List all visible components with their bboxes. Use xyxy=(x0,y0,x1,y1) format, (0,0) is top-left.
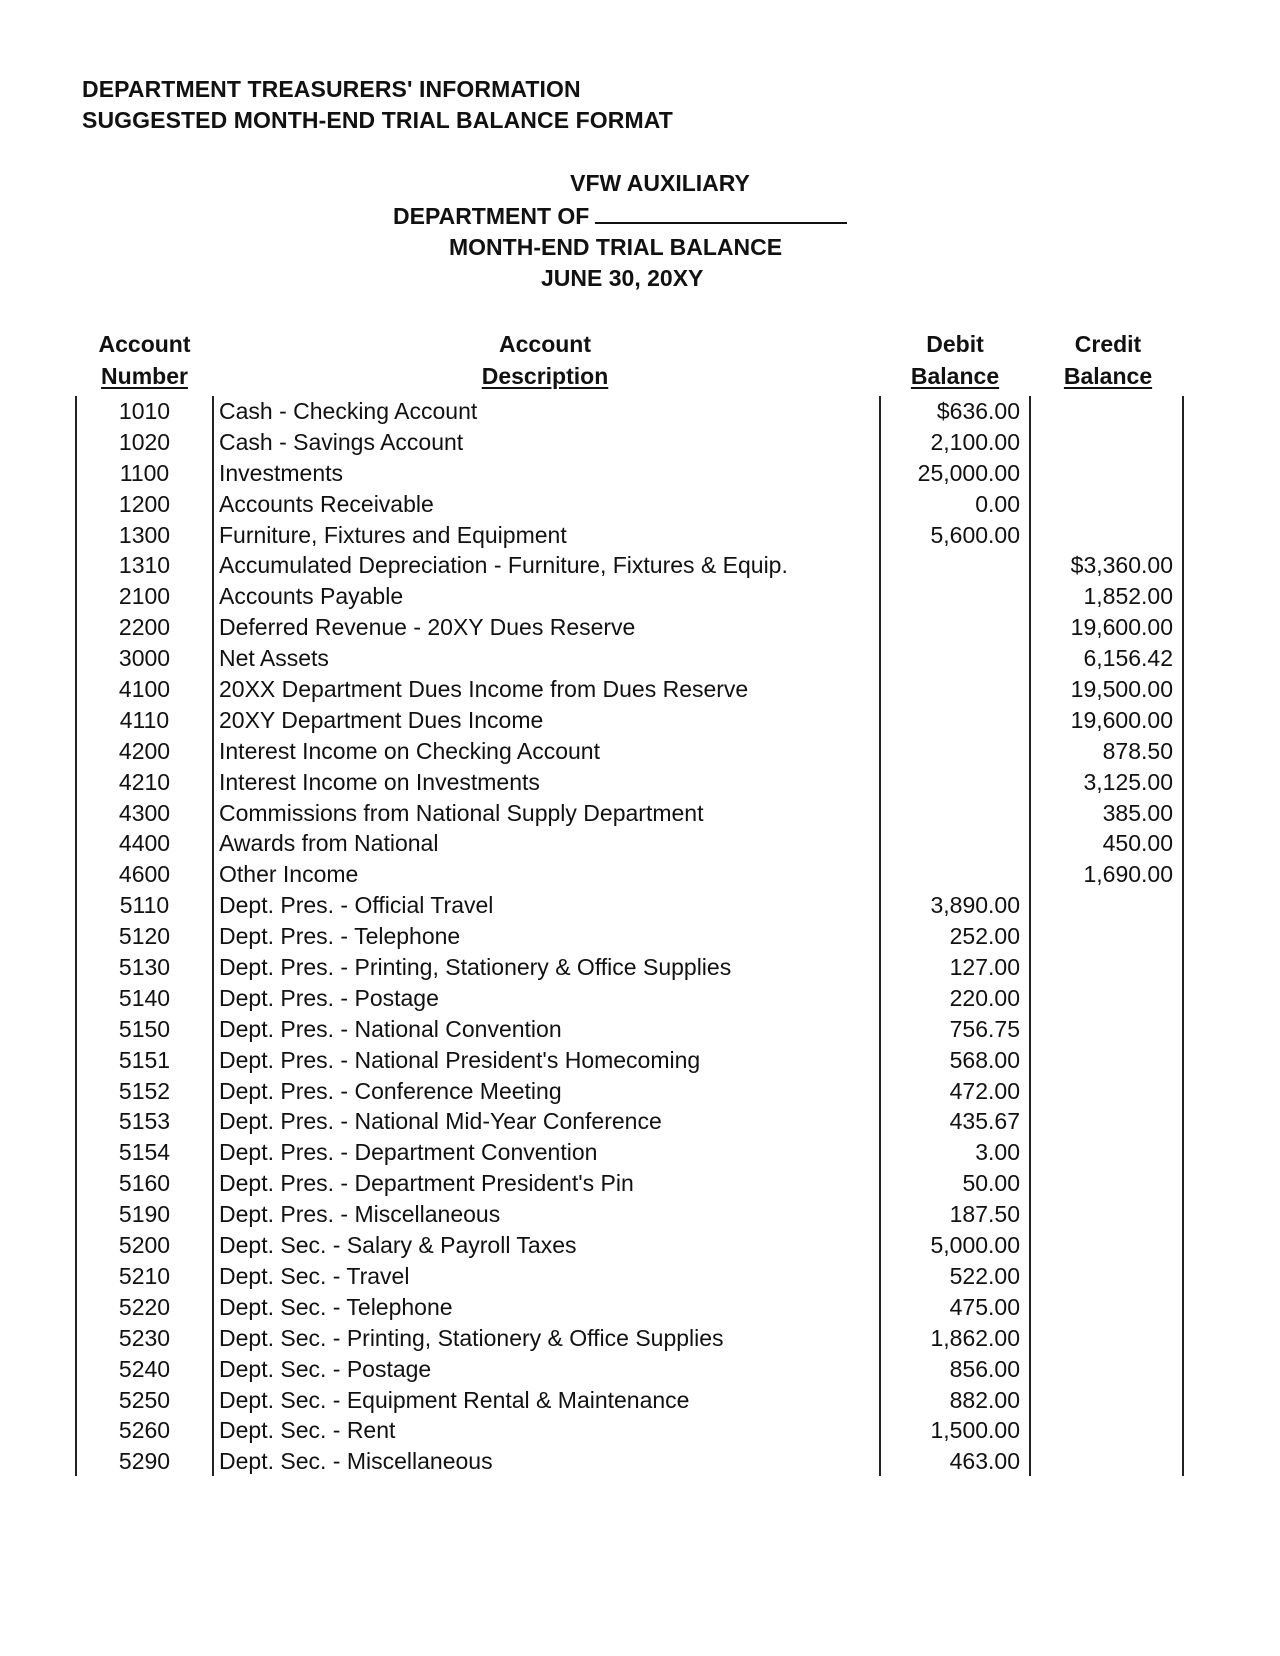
account-description: Dept. Pres. - Miscellaneous xyxy=(219,1201,501,1228)
account-description: Commissions from National Supply Department xyxy=(219,799,704,826)
column-header-line-1: Credit xyxy=(1074,331,1142,357)
debit-balance: 5,000.00 xyxy=(930,1232,1020,1259)
document-header-line-1: DEPARTMENT TREASURERS' INFORMATION xyxy=(82,76,581,102)
account-number: 4200 xyxy=(118,737,171,764)
account-description: 20XY Department Dues Income xyxy=(219,706,544,733)
account-number: 4110 xyxy=(119,706,170,733)
table-row xyxy=(0,1415,1280,1446)
table-row xyxy=(0,1385,1280,1416)
table-row xyxy=(0,458,1280,489)
credit-balance: 3,125.00 xyxy=(1083,768,1173,795)
table-row xyxy=(0,643,1280,674)
account-number: 1200 xyxy=(118,490,171,517)
table-row xyxy=(0,1446,1280,1477)
account-description: Investments xyxy=(219,459,343,486)
account-description: Dept. Sec. - Rent xyxy=(219,1417,396,1444)
debit-balance: 220.00 xyxy=(949,984,1020,1011)
table-row xyxy=(0,736,1280,767)
debit-balance: 856.00 xyxy=(949,1355,1020,1382)
account-description: Dept. Pres. - National Mid-Year Conference xyxy=(219,1108,662,1135)
column-header-credit-balance xyxy=(1048,328,1168,392)
table-row xyxy=(0,674,1280,705)
table-row xyxy=(0,1199,1280,1230)
table-row xyxy=(0,1045,1280,1076)
table-row xyxy=(0,1230,1280,1261)
account-description: Interest Income on Checking Account xyxy=(219,737,600,764)
account-description: Dept. Pres. - Official Travel xyxy=(219,892,494,919)
table-row xyxy=(0,890,1280,921)
account-number: 4100 xyxy=(118,676,171,703)
debit-balance: 50.00 xyxy=(962,1170,1020,1197)
account-number: 5160 xyxy=(118,1170,171,1197)
account-description: Dept. Pres. - National President's Homecoming xyxy=(219,1046,701,1073)
column-header-account-number xyxy=(76,328,213,392)
column-header-debit-balance xyxy=(895,328,1015,392)
account-number: 5240 xyxy=(118,1355,171,1382)
account-description: Dept. Pres. - Printing, Stationery & Office Supplies xyxy=(219,954,732,981)
table-row xyxy=(0,1014,1280,1045)
account-number: 5151 xyxy=(118,1046,171,1073)
department-blank-field[interactable] xyxy=(595,202,847,224)
account-description: Dept. Pres. - Department President's Pin xyxy=(219,1170,634,1197)
account-number: 1310 xyxy=(118,552,171,579)
account-number: 5190 xyxy=(118,1201,171,1228)
debit-balance: 3.00 xyxy=(975,1139,1020,1166)
department-label: DEPARTMENT OF xyxy=(393,203,590,229)
debit-balance: 1,500.00 xyxy=(930,1417,1020,1444)
credit-balance: 6,156.42 xyxy=(1083,645,1173,672)
account-number: 1010 xyxy=(118,398,171,424)
account-description: Net Assets xyxy=(219,645,329,672)
debit-balance: 475.00 xyxy=(949,1293,1020,1320)
account-number: 1100 xyxy=(119,459,170,486)
debit-balance: 1,862.00 xyxy=(930,1324,1020,1351)
account-description: Dept. Sec. - Salary & Payroll Taxes xyxy=(219,1232,577,1259)
table-row xyxy=(0,798,1280,829)
account-description: Dept. Pres. - Postage xyxy=(219,984,439,1011)
column-header-line-2: Balance xyxy=(910,363,1000,389)
debit-balance: 0.00 xyxy=(975,490,1020,517)
debit-balance: 187.50 xyxy=(949,1201,1020,1228)
account-description: Dept. Sec. - Travel xyxy=(219,1262,410,1289)
account-number: 5130 xyxy=(118,954,171,981)
table-row xyxy=(0,427,1280,458)
credit-balance: 19,500.00 xyxy=(1070,676,1173,703)
account-number: 4400 xyxy=(118,830,171,857)
account-number: 5230 xyxy=(118,1324,171,1351)
table-row xyxy=(0,550,1280,581)
account-number: 5290 xyxy=(118,1448,171,1475)
account-description: Dept. Pres. - National Convention xyxy=(219,1015,562,1042)
account-number: 1020 xyxy=(118,428,171,455)
debit-balance: 2,100.00 xyxy=(930,428,1020,455)
account-description: Awards from National xyxy=(219,830,439,857)
table-row xyxy=(0,581,1280,612)
column-header-line-2: Number xyxy=(101,363,188,389)
column-header-line-2: Description xyxy=(481,363,609,389)
debit-balance: 522.00 xyxy=(949,1262,1020,1289)
credit-balance: 19,600.00 xyxy=(1070,614,1173,641)
table-row xyxy=(0,1137,1280,1168)
trial-balance-table xyxy=(0,396,1280,1477)
column-header-line-1: Debit xyxy=(926,331,984,357)
table-row xyxy=(0,952,1280,983)
account-number: 5200 xyxy=(118,1232,171,1259)
credit-balance: 450.00 xyxy=(1102,830,1173,857)
credit-balance: $3,360.00 xyxy=(1070,552,1173,579)
account-description: Dept. Pres. - Conference Meeting xyxy=(219,1077,562,1104)
account-number: 2100 xyxy=(118,583,171,610)
account-description: Cash - Savings Account xyxy=(219,428,464,455)
account-number: 2200 xyxy=(118,614,171,641)
debit-balance: 568.00 xyxy=(949,1046,1020,1073)
table-row xyxy=(0,520,1280,551)
account-description: Dept. Pres. - Department Convention xyxy=(219,1139,598,1166)
account-description: Accounts Receivable xyxy=(219,490,434,517)
account-number: 5260 xyxy=(118,1417,171,1444)
table-row xyxy=(0,1106,1280,1137)
account-description: Cash - Checking Account xyxy=(219,398,478,424)
account-number: 4210 xyxy=(118,768,171,795)
account-description: 20XX Department Dues Income from Dues Reserve xyxy=(219,676,749,703)
debit-balance: 472.00 xyxy=(949,1077,1020,1104)
debit-balance: 756.75 xyxy=(949,1015,1020,1042)
account-description: Dept. Sec. - Telephone xyxy=(219,1293,453,1320)
account-number: 4300 xyxy=(118,799,171,826)
organization-title: VFW AUXILIARY xyxy=(570,170,750,196)
account-description: Deferred Revenue - 20XY Dues Reserve xyxy=(219,614,636,641)
debit-balance: 882.00 xyxy=(949,1386,1020,1413)
account-description: Other Income xyxy=(219,861,359,888)
table-row xyxy=(0,1292,1280,1323)
account-description: Dept. Pres. - Telephone xyxy=(219,923,461,950)
credit-balance: 878.50 xyxy=(1102,737,1173,764)
table-row xyxy=(0,705,1280,736)
department-line xyxy=(393,202,847,230)
table-row xyxy=(0,1261,1280,1292)
account-description: Accounts Payable xyxy=(219,583,404,610)
table-row xyxy=(0,859,1280,890)
account-number: 3000 xyxy=(118,645,171,672)
account-description: Furniture, Fixtures and Equipment xyxy=(219,521,567,548)
account-number: 5152 xyxy=(118,1077,171,1104)
credit-balance: 19,600.00 xyxy=(1070,706,1173,733)
account-number: 5120 xyxy=(118,923,171,950)
report-title: MONTH-END TRIAL BALANCE xyxy=(449,234,783,260)
account-description: Interest Income on Investments xyxy=(219,768,540,795)
debit-balance: $636.00 xyxy=(936,398,1020,424)
column-header-line-1: Account xyxy=(499,331,591,357)
account-number: 4600 xyxy=(118,861,171,888)
account-number: 5154 xyxy=(118,1139,171,1166)
table-row xyxy=(0,828,1280,859)
debit-balance: 3,890.00 xyxy=(930,892,1020,919)
account-number: 5250 xyxy=(118,1386,171,1413)
table-row xyxy=(0,1323,1280,1354)
credit-balance: 1,852.00 xyxy=(1083,583,1173,610)
report-date: JUNE 30, 20XY xyxy=(541,265,704,291)
column-header-line-2: Balance xyxy=(1063,363,1153,389)
account-number: 5153 xyxy=(118,1108,171,1135)
document-header-line-2: SUGGESTED MONTH-END TRIAL BALANCE FORMAT xyxy=(82,107,673,133)
account-number: 5220 xyxy=(118,1293,171,1320)
account-description: Dept. Sec. - Equipment Rental & Maintenance xyxy=(219,1386,690,1413)
account-number: 5140 xyxy=(118,984,171,1011)
credit-balance: 385.00 xyxy=(1102,799,1173,826)
table-row xyxy=(0,983,1280,1014)
debit-balance: 127.00 xyxy=(949,954,1020,981)
account-number: 1300 xyxy=(118,521,171,548)
debit-balance: 435.67 xyxy=(949,1108,1020,1135)
account-number: 5110 xyxy=(119,892,170,919)
table-row xyxy=(0,1168,1280,1199)
table-row xyxy=(0,1354,1280,1385)
account-description: Dept. Sec. - Miscellaneous xyxy=(219,1448,493,1475)
table-row xyxy=(0,489,1280,520)
table-row xyxy=(0,1076,1280,1107)
debit-balance: 252.00 xyxy=(949,923,1020,950)
table-row xyxy=(0,612,1280,643)
account-number: 5210 xyxy=(118,1262,171,1289)
debit-balance: 25,000.00 xyxy=(917,459,1020,486)
column-header-account-description xyxy=(445,328,645,392)
debit-balance: 5,600.00 xyxy=(930,521,1020,548)
credit-balance: 1,690.00 xyxy=(1083,861,1173,888)
account-number: 5150 xyxy=(118,1015,171,1042)
table-row xyxy=(0,767,1280,798)
account-description: Accumulated Depreciation - Furniture, Fixtures & Equip. xyxy=(219,552,788,579)
column-header-line-1: Account xyxy=(98,331,191,357)
account-description: Dept. Sec. - Printing, Stationery & Office Supplies xyxy=(219,1324,724,1351)
account-description: Dept. Sec. - Postage xyxy=(219,1355,432,1382)
debit-balance: 463.00 xyxy=(949,1448,1020,1475)
table-row xyxy=(0,921,1280,952)
table-row xyxy=(0,396,1280,427)
